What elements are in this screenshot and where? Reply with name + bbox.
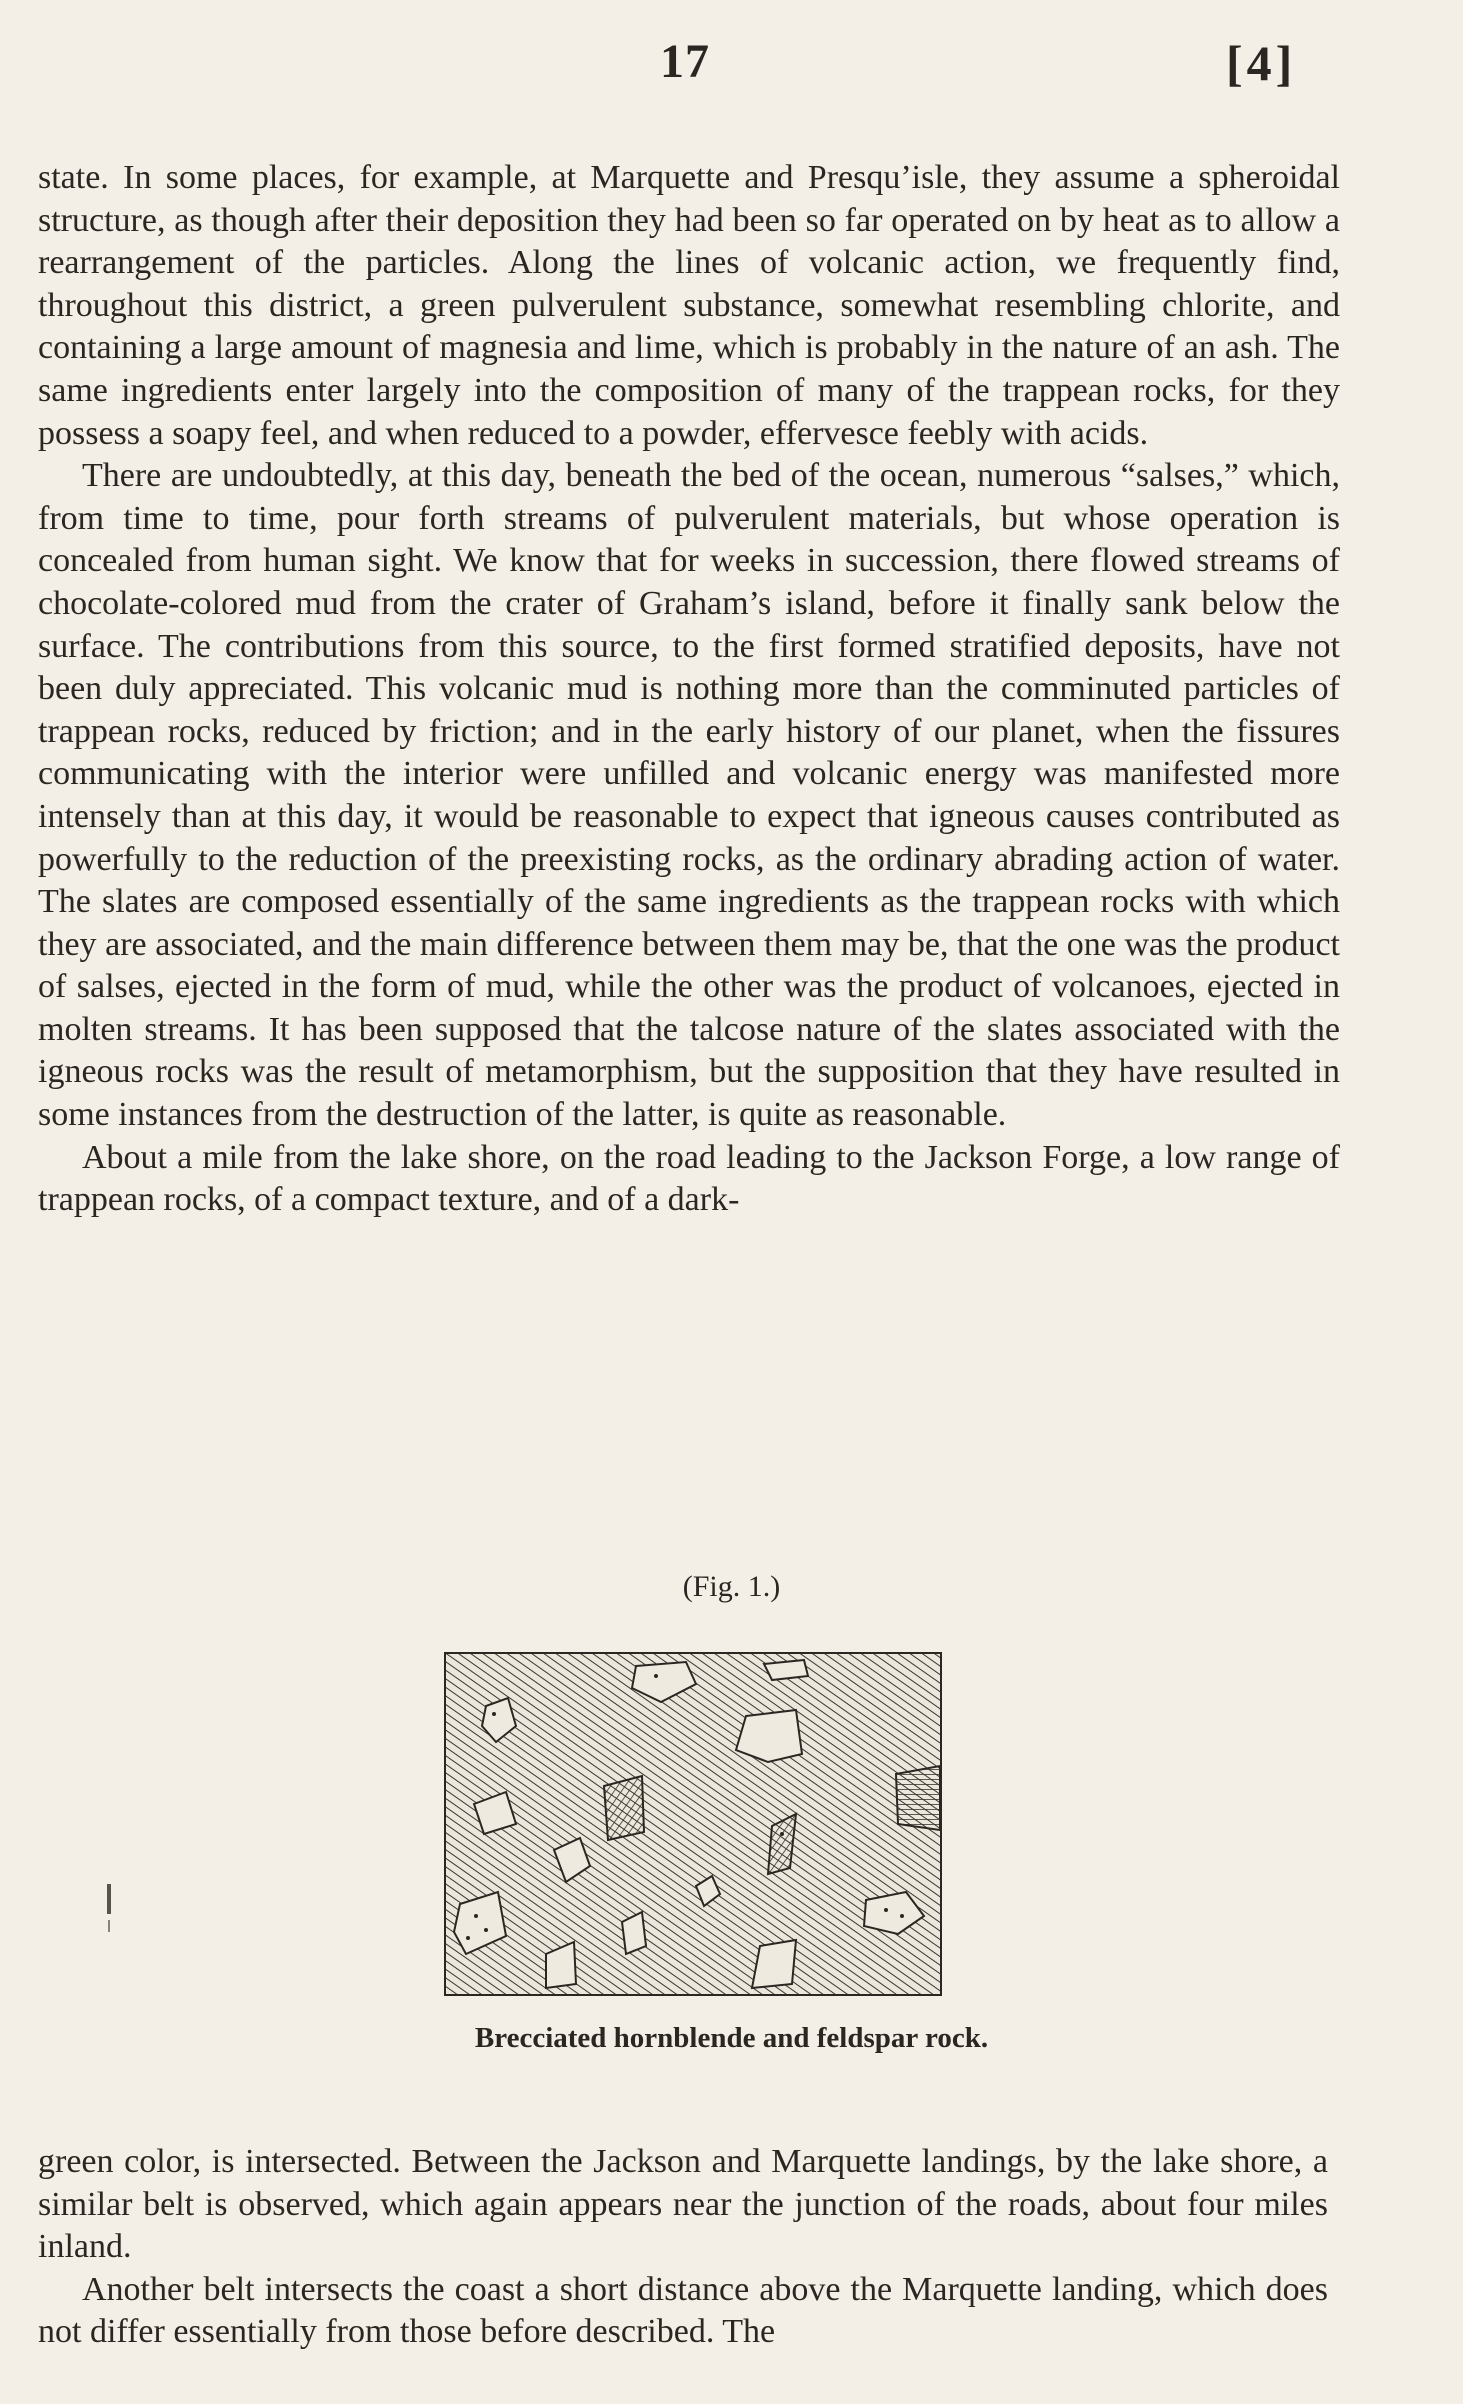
body-text-upper — [38, 157, 1340, 1222]
paragraph: There are undoubtedly, at this day, beneath the bed of the ocean, numerous “salses,” which, from time to time, pour forth streams of pulverulent materials, but whose operation is concealed from human sight. We know that for weeks in succession, there flowed streams of chocolate-colored mud from the crater of Graham’s island, before it finally sank below the surface. The contributions from this source, to the first formed stratified deposits, have not been duly appreciated. This volcanic mud is nothing more than the comminuted particles of trappean rocks, reduced by friction; and in the early history of our planet, when the fissures communicating with the interior were unfilled and volcanic energy was manifested more intensely than at this day, it would be reasonable to expect that igneous causes contributed as powerfully to the reduction of the preexisting rocks, as the ordinary abrading action of water. The slates are composed essentially of the same ingredients as the trappean rocks with which they are associated, and the main difference between them may be, that the one was the product of salses, ejected in the form of mud, while the other was the product of volcanoes, ejected in molten streams. It has been supposed that the talcose nature of the slates associated with the igneous rocks was the result of metamorphism, but the supposition that they have resulted in some instances from the destruction of the latter, is quite as reasonable. — [38, 457, 1340, 1134]
paragraph: green color, is intersected. Between the Jackson and Marquette landings, by the lake shore, a similar belt is observed, which again appears near the junction of the roads, about four miles inland. — [38, 2143, 1328, 2266]
paragraph: state. In some places, for example, at Marquette and Presqu’isle, they assume a spheroidal structure, as though after their deposition they had been so far operated on by heat as to allow a rearrangement of the particles. Along the lines of volcanic action, we frequently find, throughout this district, a green pulverulent substance, somewhat resembling chlorite, and containing a large amount of magnesia and lime, which is probably in the nature of an ash. The same ingredients enter largely into the composition of many of the trappean rocks, for they possess a soapy feel, and when reduced to a powder, effervesce feebly with acids. — [38, 159, 1340, 452]
sheet-number: [4] — [1226, 35, 1297, 91]
figure-illustration — [444, 1652, 942, 1996]
body-text-lower — [38, 2141, 1328, 2354]
page-number: 17 — [660, 35, 710, 88]
paragraph: About a mile from the lake shore, on the road leading to the Jackson Forge, a low range of trappean rocks, of a compact texture, and of a dark- — [38, 1138, 1340, 1219]
paragraph: Another belt intersects the coast a short distance above the Marquette landing, which does not differ essentially from those before described. The — [38, 2270, 1328, 2351]
figure-caption: Brecciated hornblende and feldspar rock. — [474, 2022, 989, 2054]
figure-label: (Fig. 1.) — [682, 1570, 781, 1603]
margin-ink-marks — [105, 1880, 115, 1940]
breccia-rock-illustration — [446, 1654, 940, 1994]
ink-marks-icon — [105, 1880, 115, 1940]
page-header — [0, 26, 1463, 106]
